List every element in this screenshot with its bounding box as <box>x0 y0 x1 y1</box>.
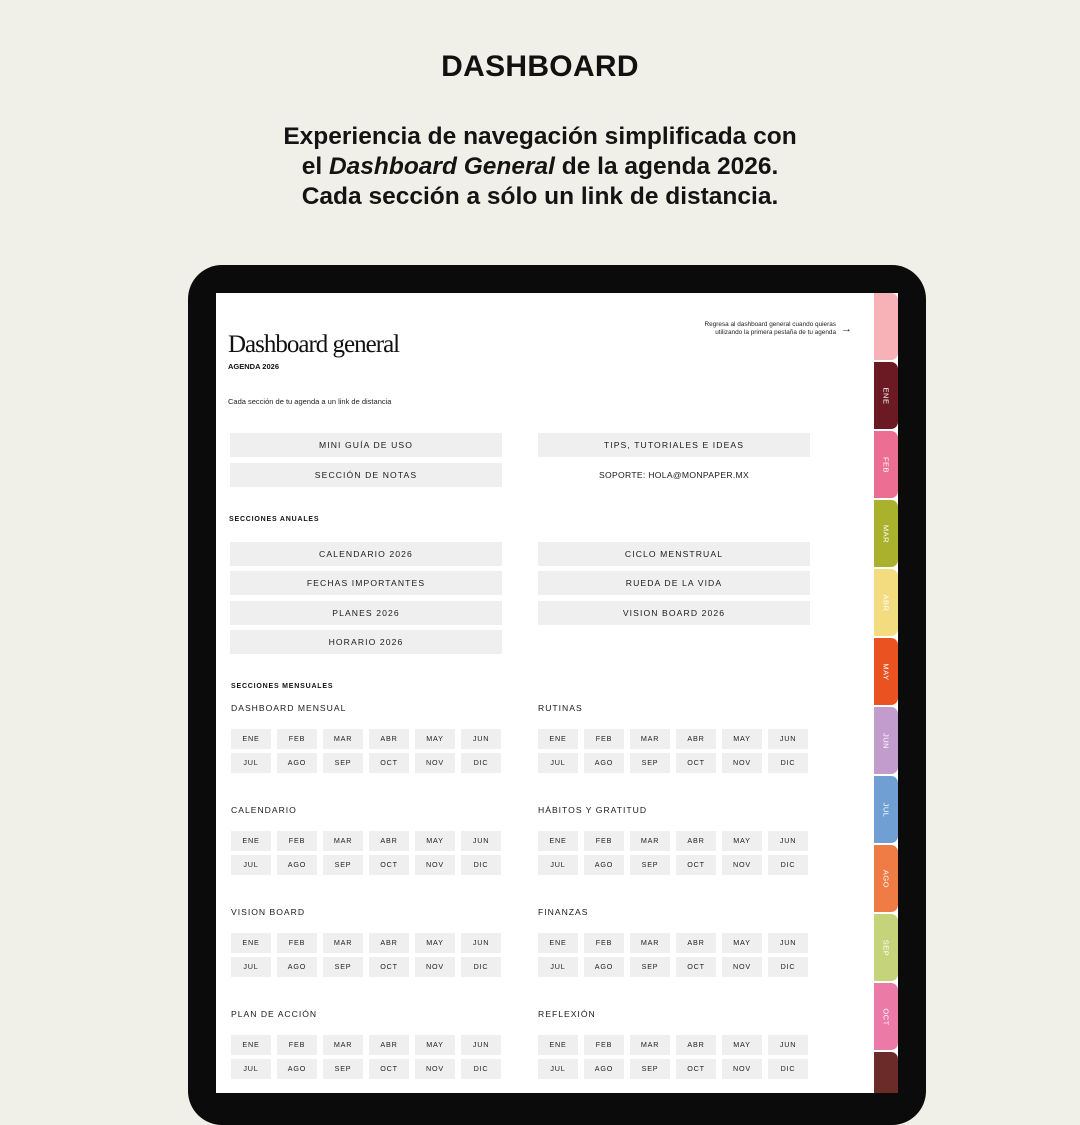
tab-abr[interactable] <box>874 569 898 636</box>
month-button-dashboard-mensual-abr[interactable]: ABR <box>369 729 409 749</box>
hero-desc-emphasis: Dashboard General <box>328 153 555 180</box>
month-button-calendario-oct[interactable]: OCT <box>369 855 409 875</box>
month-button-dashboard-mensual-dic[interactable]: DIC <box>461 753 501 773</box>
annual-button-rueda[interactable]: RUEDA DE LA VIDA <box>538 571 810 595</box>
month-button-reflexion-mar[interactable]: MAR <box>630 1035 670 1055</box>
dashboard-page <box>216 293 874 1093</box>
tab-mar[interactable] <box>874 500 898 567</box>
month-button-vision-board-feb[interactable]: FEB <box>277 933 317 953</box>
month-button-calendario-nov[interactable]: NOV <box>415 855 455 875</box>
month-button-dashboard-mensual-jun[interactable]: JUN <box>461 729 501 749</box>
month-button-rutinas-dic[interactable]: DIC <box>768 753 808 773</box>
month-button-calendario-sep[interactable]: SEP <box>323 855 363 875</box>
tab-extra[interactable] <box>874 1052 898 1093</box>
tab-label: JUL <box>881 802 891 817</box>
month-button-habitos-y-gratitud-jun[interactable]: JUN <box>768 831 808 851</box>
month-button-rutinas-ago[interactable]: AGO <box>584 753 624 773</box>
month-button-reflexion-abr[interactable]: ABR <box>676 1035 716 1055</box>
month-button-reflexion-dic[interactable]: DIC <box>768 1059 808 1079</box>
month-button-rutinas-ene[interactable]: ENE <box>538 729 578 749</box>
month-button-calendario-feb[interactable]: FEB <box>277 831 317 851</box>
hero-desc-line-2: el Dashboard General de la agenda 2026. <box>301 153 779 180</box>
month-tabs <box>874 293 898 1093</box>
month-button-vision-board-oct[interactable]: OCT <box>369 957 409 977</box>
notas-button[interactable]: SECCIÓN DE NOTAS <box>230 463 502 487</box>
month-button-calendario-dic[interactable]: DIC <box>461 855 501 875</box>
month-button-habitos-y-gratitud-mar[interactable]: MAR <box>630 831 670 851</box>
tab-label: OCT <box>881 1007 891 1026</box>
group-title-habitos-y-gratitud: HÁBITOS Y GRATITUD <box>538 805 648 815</box>
annual-button-vision-board[interactable]: VISION BOARD 2026 <box>538 601 810 625</box>
group-title-dashboard-mensual: DASHBOARD MENSUAL <box>231 703 347 713</box>
month-button-finanzas-jul[interactable]: JUL <box>538 957 578 977</box>
month-button-plan-de-accion-nov[interactable]: NOV <box>415 1059 455 1079</box>
month-button-plan-de-accion-mar[interactable]: MAR <box>323 1035 363 1055</box>
group-title-plan-de-accion: PLAN DE ACCIÓN <box>231 1009 318 1019</box>
month-button-finanzas-ago[interactable]: AGO <box>584 957 624 977</box>
month-button-reflexion-jun[interactable]: JUN <box>768 1035 808 1055</box>
month-button-dashboard-mensual-may[interactable]: MAY <box>415 729 455 749</box>
month-button-plan-de-accion-ene[interactable]: ENE <box>231 1035 271 1055</box>
month-button-plan-de-accion-jun[interactable]: JUN <box>461 1035 501 1055</box>
month-button-reflexion-ago[interactable]: AGO <box>584 1059 624 1079</box>
page-subtitle: AGENDA 2026 <box>228 362 279 371</box>
tab-oct[interactable] <box>874 983 898 1050</box>
month-button-finanzas-dic[interactable]: DIC <box>768 957 808 977</box>
month-button-plan-de-accion-dic[interactable]: DIC <box>461 1059 501 1079</box>
tab-feb[interactable] <box>874 431 898 498</box>
month-button-dashboard-mensual-oct[interactable]: OCT <box>369 753 409 773</box>
month-button-dashboard-mensual-sep[interactable]: SEP <box>323 753 363 773</box>
month-button-habitos-y-gratitud-dic[interactable]: DIC <box>768 855 808 875</box>
tab-sep[interactable] <box>874 914 898 981</box>
month-button-finanzas-nov[interactable]: NOV <box>722 957 762 977</box>
group-title-finanzas: FINANZAS <box>538 907 589 917</box>
tab-label: MAR <box>881 524 891 543</box>
annual-sections-label: SECCIONES ANUALES <box>229 516 320 523</box>
annual-button-ciclo[interactable]: CICLO MENSTRUAL <box>538 542 810 566</box>
month-button-vision-board-ago[interactable]: AGO <box>277 957 317 977</box>
month-button-calendario-jun[interactable]: JUN <box>461 831 501 851</box>
group-title-reflexion: REFLEXIÓN <box>538 1009 596 1019</box>
month-button-dashboard-mensual-ago[interactable]: AGO <box>277 753 317 773</box>
month-button-rutinas-mar[interactable]: MAR <box>630 729 670 749</box>
month-button-reflexion-jul[interactable]: JUL <box>538 1059 578 1079</box>
month-button-habitos-y-gratitud-ene[interactable]: ENE <box>538 831 578 851</box>
arrow-right-icon: → <box>841 322 852 335</box>
month-button-habitos-y-gratitud-nov[interactable]: NOV <box>722 855 762 875</box>
month-button-finanzas-oct[interactable]: OCT <box>676 957 716 977</box>
month-button-reflexion-ene[interactable]: ENE <box>538 1035 578 1055</box>
month-button-plan-de-accion-feb[interactable]: FEB <box>277 1035 317 1055</box>
month-button-finanzas-mar[interactable]: MAR <box>630 933 670 953</box>
soporte-link[interactable]: SOPORTE: HOLA@MONPAPER.MX <box>598 470 750 480</box>
annual-button-fechas[interactable]: FECHAS IMPORTANTES <box>230 571 502 595</box>
month-button-calendario-jul[interactable]: JUL <box>231 855 271 875</box>
month-button-plan-de-accion-ago[interactable]: AGO <box>277 1059 317 1079</box>
month-button-finanzas-ene[interactable]: ENE <box>538 933 578 953</box>
month-button-rutinas-nov[interactable]: NOV <box>722 753 762 773</box>
month-button-vision-board-nov[interactable]: NOV <box>415 957 455 977</box>
month-button-vision-board-sep[interactable]: SEP <box>323 957 363 977</box>
month-button-reflexion-nov[interactable]: NOV <box>722 1059 762 1079</box>
month-button-finanzas-feb[interactable]: FEB <box>584 933 624 953</box>
month-button-rutinas-oct[interactable]: OCT <box>676 753 716 773</box>
month-button-reflexion-oct[interactable]: OCT <box>676 1059 716 1079</box>
month-button-habitos-y-gratitud-jul[interactable]: JUL <box>538 855 578 875</box>
tab-label: JUN <box>881 732 891 749</box>
month-button-reflexion-feb[interactable]: FEB <box>584 1035 624 1055</box>
month-button-finanzas-abr[interactable]: ABR <box>676 933 716 953</box>
monthly-sections-label: SECCIONES MENSUALES <box>231 683 334 690</box>
month-button-habitos-y-gratitud-ago[interactable]: AGO <box>584 855 624 875</box>
month-button-finanzas-jun[interactable]: JUN <box>768 933 808 953</box>
month-button-plan-de-accion-jul[interactable]: JUL <box>231 1059 271 1079</box>
month-button-dashboard-mensual-mar[interactable]: MAR <box>323 729 363 749</box>
page-description: Cada sección de tu agenda a un link de distancia <box>228 397 392 406</box>
month-button-habitos-y-gratitud-abr[interactable]: ABR <box>676 831 716 851</box>
month-button-plan-de-accion-sep[interactable]: SEP <box>323 1059 363 1079</box>
month-button-rutinas-may[interactable]: MAY <box>722 729 762 749</box>
month-button-vision-board-may[interactable]: MAY <box>415 933 455 953</box>
month-button-rutinas-feb[interactable]: FEB <box>584 729 624 749</box>
group-title-calendario: CALENDARIO <box>231 805 297 815</box>
month-button-finanzas-may[interactable]: MAY <box>722 933 762 953</box>
tab-ene[interactable] <box>874 362 898 429</box>
hero-desc-line-1: Experiencia de navegación simplificada con <box>283 123 797 150</box>
month-button-dashboard-mensual-jul[interactable]: JUL <box>231 753 271 773</box>
back-to-dashboard-note[interactable]: Regresa al dashboard general cuando quieras utilizando la primera pestaña de tu agenda → <box>704 321 852 336</box>
month-button-dashboard-mensual-feb[interactable]: FEB <box>277 729 317 749</box>
month-button-reflexion-sep[interactable]: SEP <box>630 1059 670 1079</box>
month-button-vision-board-mar[interactable]: MAR <box>323 933 363 953</box>
tab-may[interactable] <box>874 638 898 705</box>
group-title-rutinas: RUTINAS <box>538 703 583 713</box>
annual-button-horario[interactable]: HORARIO 2026 <box>230 630 502 654</box>
month-button-habitos-y-gratitud-sep[interactable]: SEP <box>630 855 670 875</box>
hero-desc-line-3: Cada sección a sólo un link de distancia. <box>301 183 779 210</box>
tab-label: MAY <box>881 662 891 681</box>
month-button-habitos-y-gratitud-oct[interactable]: OCT <box>676 855 716 875</box>
tab-label: ENE <box>881 387 891 404</box>
hero-description <box>0 122 1080 212</box>
month-button-plan-de-accion-may[interactable]: MAY <box>415 1035 455 1055</box>
month-button-finanzas-sep[interactable]: SEP <box>630 957 670 977</box>
month-button-calendario-mar[interactable]: MAR <box>323 831 363 851</box>
month-button-vision-board-dic[interactable]: DIC <box>461 957 501 977</box>
tab-label: ABR <box>881 594 891 611</box>
annual-button-calendario[interactable]: CALENDARIO 2026 <box>230 542 502 566</box>
month-button-vision-board-jun[interactable]: JUN <box>461 933 501 953</box>
tab-jun[interactable] <box>874 707 898 774</box>
month-button-rutinas-sep[interactable]: SEP <box>630 753 670 773</box>
tab-label: SEP <box>881 939 891 956</box>
month-button-vision-board-abr[interactable]: ABR <box>369 933 409 953</box>
month-button-vision-board-ene[interactable]: ENE <box>231 933 271 953</box>
hero-title: DASHBOARD <box>441 50 639 83</box>
month-button-rutinas-jun[interactable]: JUN <box>768 729 808 749</box>
month-button-dashboard-mensual-nov[interactable]: NOV <box>415 753 455 773</box>
tab-dashboard[interactable] <box>874 293 898 360</box>
annual-button-planes[interactable]: PLANES 2026 <box>230 601 502 625</box>
tab-jul[interactable] <box>874 776 898 843</box>
month-button-habitos-y-gratitud-feb[interactable]: FEB <box>584 831 624 851</box>
month-button-calendario-ago[interactable]: AGO <box>277 855 317 875</box>
group-title-vision-board: VISION BOARD <box>231 907 306 917</box>
tab-ago[interactable] <box>874 845 898 912</box>
month-button-reflexion-may[interactable]: MAY <box>722 1035 762 1055</box>
month-button-calendario-abr[interactable]: ABR <box>369 831 409 851</box>
month-button-vision-board-jul[interactable]: JUL <box>231 957 271 977</box>
tab-label: AGO <box>881 869 891 888</box>
tab-label: FEB <box>881 456 891 473</box>
month-button-rutinas-abr[interactable]: ABR <box>676 729 716 749</box>
month-button-habitos-y-gratitud-may[interactable]: MAY <box>722 831 762 851</box>
month-button-rutinas-jul[interactable]: JUL <box>538 753 578 773</box>
month-button-plan-de-accion-abr[interactable]: ABR <box>369 1035 409 1055</box>
month-button-calendario-ene[interactable]: ENE <box>231 831 271 851</box>
mini-guia-button[interactable]: MINI GUÍA DE USO <box>230 433 502 457</box>
month-button-calendario-may[interactable]: MAY <box>415 831 455 851</box>
month-button-dashboard-mensual-ene[interactable]: ENE <box>231 729 271 749</box>
tablet-screen <box>216 293 898 1093</box>
page-title: Dashboard general <box>228 331 400 358</box>
month-button-plan-de-accion-oct[interactable]: OCT <box>369 1059 409 1079</box>
tips-button[interactable]: TIPS, TUTORIALES E IDEAS <box>538 433 810 457</box>
